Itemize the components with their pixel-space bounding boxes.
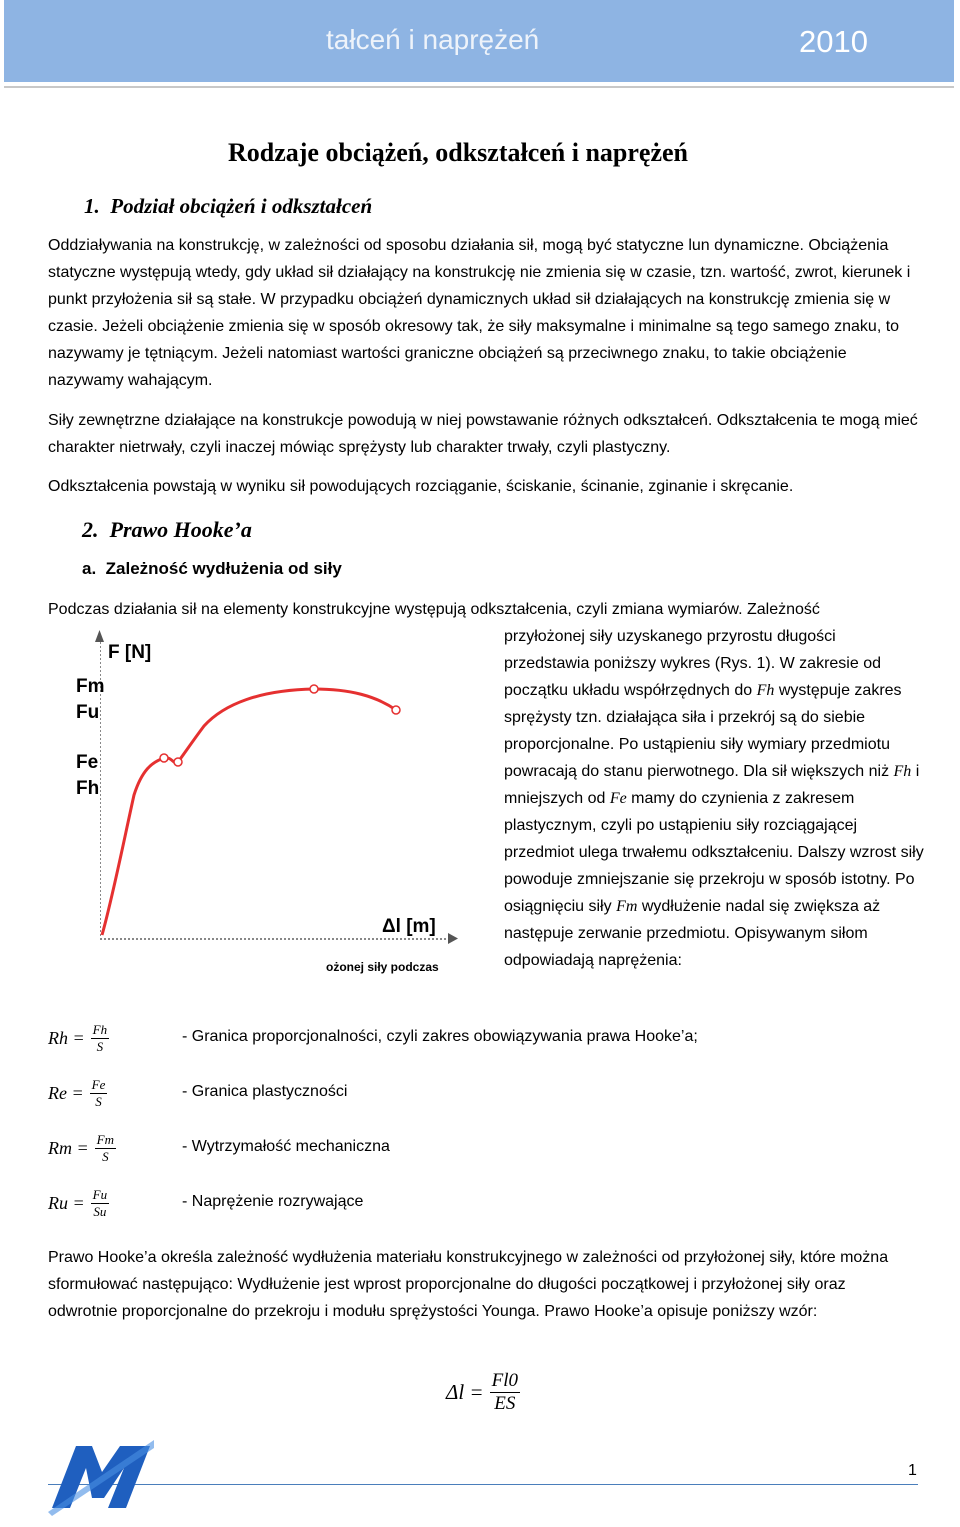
point-fm [310,685,318,693]
formula-rh-description: - Granica proporcjonalności, czyli zakres obowiązywania prawa Hooke’a; [182,1028,698,1045]
wrap-text-1: przyłożonej siły uzyskanego przyrostu długości przedstawia poniższy wykres (Rys. 1). W zakresie od początku układu współrzędnych do [504,628,881,699]
section-2-heading [82,517,252,543]
formula-ru: Ru = $\frac{Fu}{Su}$ [48,1187,108,1219]
wrap-var-3: Fe [609,790,627,807]
stress-strain-chart [60,630,460,960]
section-1-heading [84,194,372,219]
wrap-text-5: wydłużenie nadal się zwiększa aż następuje zerwanie przedmiotu. Opisywanym siłom odpowiadają naprężenia: [504,898,881,969]
formula-ru-fraction [91,1187,109,1220]
company-logo [46,1438,156,1516]
page-number: 1 [908,1462,917,1479]
formula-rh-numerator: Fh [92,1022,108,1037]
document-title: Rodzaje obciążeń, odkształceń i naprężeń [228,138,689,167]
subsection-a-heading [82,559,342,579]
hooke-main-formula [446,1370,520,1415]
paragraph-loads: Oddziaływania na konstrukcję, w zależności od sposobu działania sił, mogą być statyczne lun dynamiczne. Obciążenia statyczne występują wtedy, gdy układ sił działający na konstrukcję nie zmienia się w czasie, tzn. wartość, zwrot, kierunek i punkt przyłożenia sił są stałe. W przypadku obciążeń dynamicznych układ sił działających na konstrukcję zmienia się w czasie. Jeżeli obciążenie zmienia się w sposób okresowy tak, że siły maksymalne i minimalne są tego samego znaku, to nazywamy je tętniącym. Jeżeli natomiast wartości graniczne obciążeń są przeciwnego znaku, to takie obciążenie nazywamy wahającym. [48,237,911,389]
header-year: 2010 [799,24,868,59]
paragraph-hooke-chart-text [504,623,924,974]
paragraph-hooke-law: Prawo Hooke’a określa zależność wydłużenia materiału konstrukcyjnego w zależności od przyłożonej siły, które można sformułować następująco: Wydłużenie jest wprost proporcjonalne do długości początkowej i przyłożonej siły oraz odwrotnie proporcjonalne do przekroju i modułu sprężystości Younga. Prawo Hooke’a opisuje poniższy wzór: [48,1249,889,1320]
main-formula-fraction [490,1370,520,1415]
main-formula-lhs: Δl = [446,1380,484,1404]
point-fh [174,758,182,766]
main-formula-denominator: ES [494,1393,516,1414]
formula-rm-denominator: S [102,1149,109,1164]
x-axis-label: Δl [m] [382,916,436,937]
formula-rm-description: - Wytrzymałość mechaniczna [182,1138,390,1155]
wrap-text-3: i mniejszych od [504,763,920,807]
header-title: tałceń i naprężeń [326,24,540,55]
formula-rm-fraction [95,1132,116,1165]
formula-re-denominator: S [95,1094,102,1109]
section-1-title: Podział obciążeń i odkształceń [110,194,373,218]
y-label-fh: Fh [76,778,100,799]
stress-strain-curve [102,689,396,935]
subsection-a-title: Zależność wydłużenia od siły [105,559,342,578]
formula-re: Re = $\frac{Fe}{S}$ [48,1077,106,1109]
wrap-var-4: Fm [616,898,638,915]
formula-rh-denominator: S [96,1039,104,1054]
formula-ru-lhs: Ru [48,1193,68,1213]
formula-rh-lhs: Rh [48,1028,68,1048]
paragraph-intro: Podczas działania sił na elementy konstrukcyjne występują odkształcenia, czyli zmiana wymiarów. Zależność [48,601,820,618]
y-label-fe: Fe [76,752,99,773]
chart-caption: ożonej siły podczas [326,960,439,974]
point-fu [392,706,400,714]
formula-rh: Rh = $\frac{Fh}{S}$ [48,1022,108,1054]
formula-ru-denominator: Su [93,1204,107,1219]
point-fe [160,754,168,762]
wrap-text-2: występuje zakres sprężysty tzn. działająca siła i przekrój są do siebie proporcjonalne. Po ustąpieniu siły wymiary przedmiotu powracają do stanu pierwotnego. Dla sił większych niż [504,682,902,780]
wrap-text-4: mamy do czynienia z zakresem plastycznym, czyli po ustąpieniu siły rozciągającej przedmiot ulega trwałemu odkształceniu. Dalszy wzrost siły powoduje zmniejszanie się przekroju w sposób istotny. Po osiągnięciu siły [504,790,924,915]
page-header [4,0,954,86]
paragraph-deformation-types: Odkształcenia powstają w wyniku sił powodujących rozciąganie, ściskanie, ścinanie, zginanie i skręcanie. [48,478,794,495]
formula-ru-description: - Naprężenie rozrywające [182,1193,364,1210]
formula-re-lhs: Re [48,1083,67,1103]
main-formula-numerator: Fl0 [491,1370,518,1391]
formula-re-description: - Granica plastyczności [182,1083,348,1100]
x-axis [98,937,448,940]
y-label-fm: Fm [76,676,105,697]
formula-re-numerator: Fe [91,1077,106,1092]
wrap-var-1: Fh [756,682,775,699]
section-2-number: 2. [82,517,99,542]
formula-rm: Rm = $\frac{Fm}{S}$ [48,1132,114,1164]
y-axis-label: F [N] [108,642,152,663]
subsection-a-number: a. [82,559,97,578]
formula-ru-numerator: Fu [92,1187,108,1202]
x-axis-arrow [448,933,458,944]
section-2-title: Prawo Hooke’a [109,517,252,542]
section-1-number: 1. [84,194,100,218]
wrap-var-2: Fh [893,763,912,780]
footer-rule [48,1484,918,1485]
formula-rm-lhs: Rm [48,1138,72,1158]
y-axis-arrow [95,630,104,642]
formula-rm-numerator: Fm [96,1132,114,1147]
y-label-fu: Fu [76,702,100,723]
formula-re-fraction [90,1077,108,1110]
paragraph-deformations: Siły zewnętrzne działające na konstrukcje powodują w niej powstawanie różnych odkształceń. Odkształcenia te mogą mieć charakter nietrwały, czyli inaczej mówiąc sprężysty lub charakter trwały, czyli plastyczny. [48,412,918,456]
formula-rh-fraction [91,1022,109,1055]
